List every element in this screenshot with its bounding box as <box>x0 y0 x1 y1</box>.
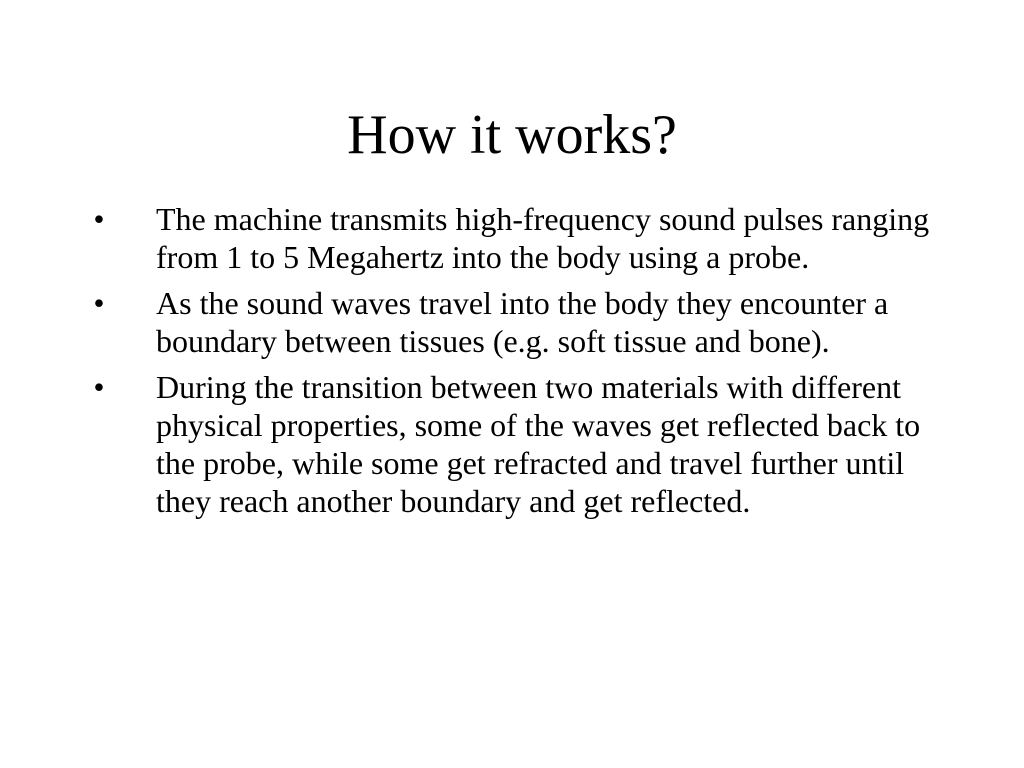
bullet-item-3 <box>84 368 964 520</box>
bullet-list <box>84 200 964 528</box>
bullet-marker: • <box>93 369 105 405</box>
bullet-marker: • <box>93 285 105 321</box>
bullet-text: As the sound waves travel into the body they encounter a boundary between tissues (e.g. soft tissue and bone). <box>156 285 889 359</box>
bullet-item-1 <box>84 200 964 276</box>
bullet-text: During the transition between two materials with different physical properties, some of the waves get reflected back to the probe, while some get refracted and travel further until they reach another boundary and get reflected. <box>156 369 921 519</box>
bullet-item-2 <box>84 284 964 360</box>
bullet-text: The machine transmits high-frequency sound pulses ranging from 1 to 5 Megahertz into the body using a probe. <box>156 201 930 275</box>
bullet-marker: • <box>93 201 105 237</box>
slide-title: How it works? <box>347 104 677 166</box>
